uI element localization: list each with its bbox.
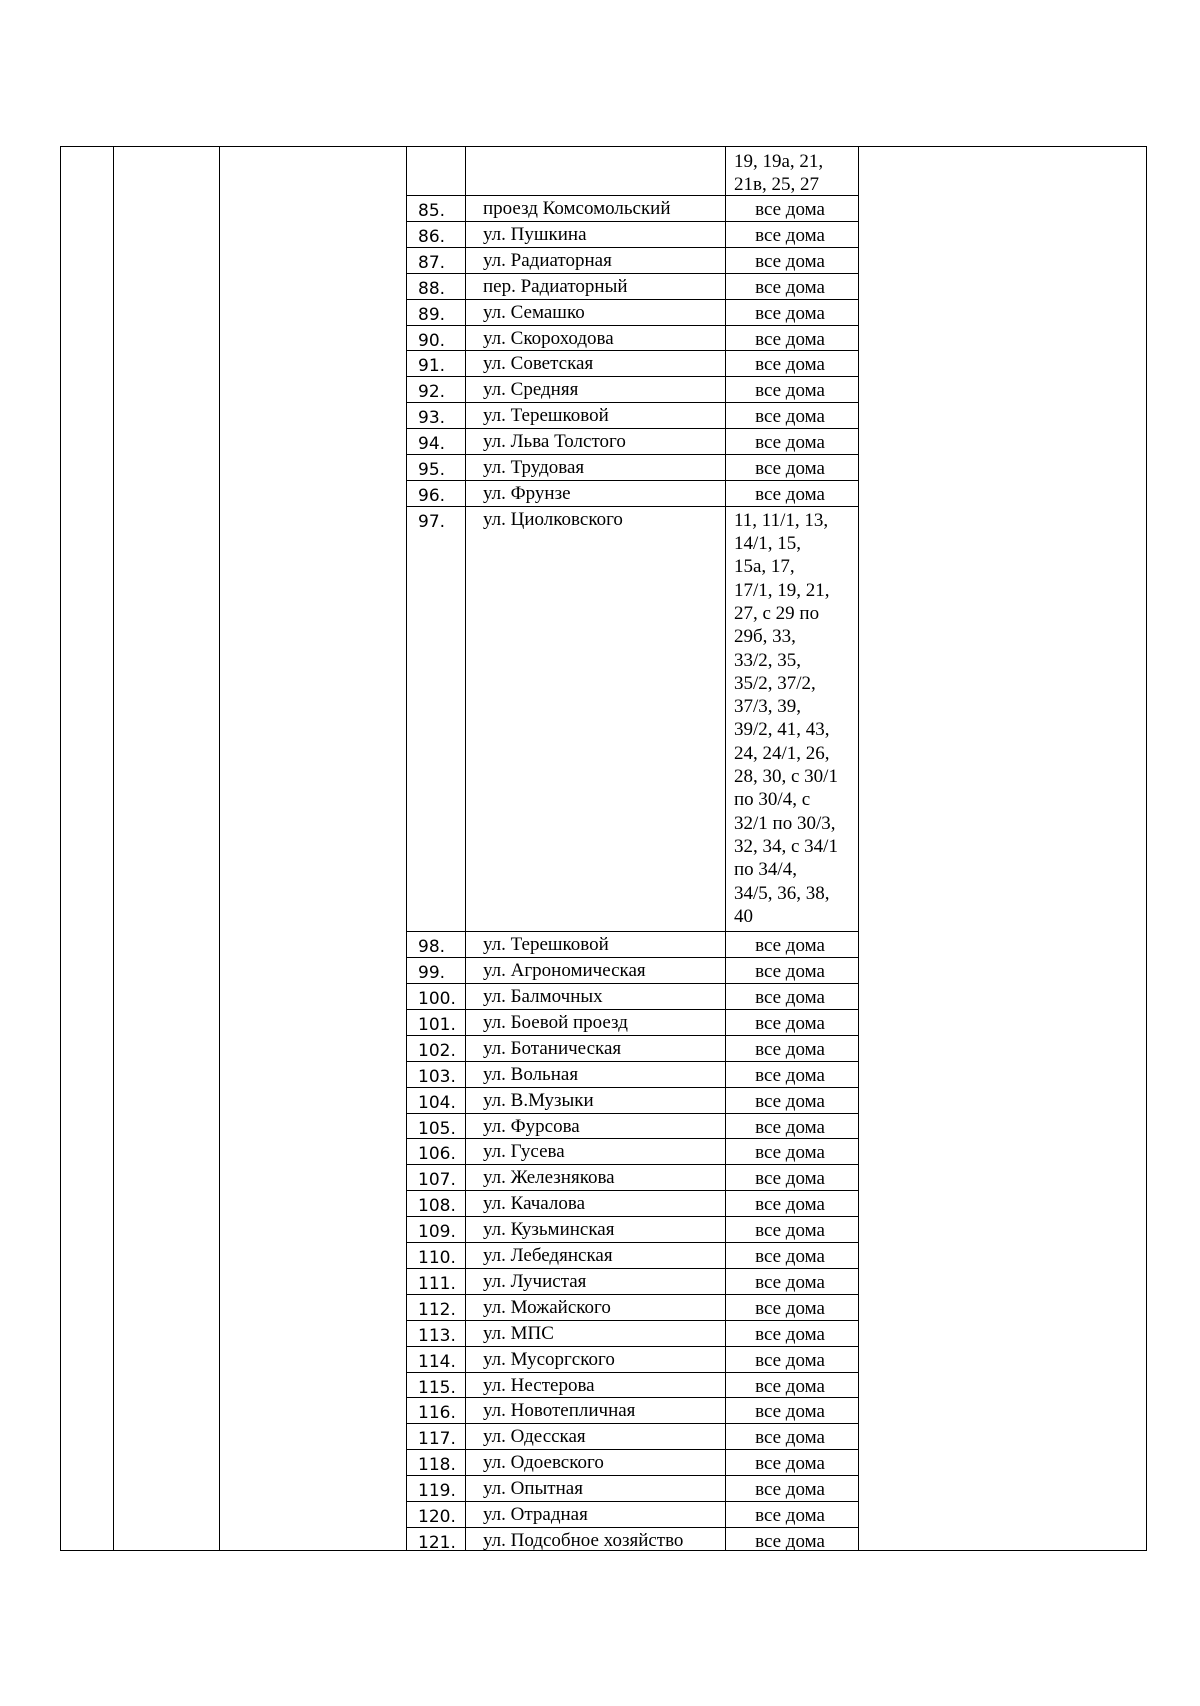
street-name: ул. Подсобное хозяйство: [483, 1529, 684, 1551]
column-divider: [1146, 146, 1147, 1551]
street-name: ул. Вольная: [483, 1063, 579, 1085]
row-divider: [406, 480, 859, 481]
street-name: ул. Можайского: [483, 1296, 611, 1318]
row-number: 89.: [418, 304, 446, 325]
row-divider: [406, 1190, 859, 1191]
row-divider: [406, 402, 859, 403]
row-divider: [406, 1164, 859, 1165]
houses-cell: все дома: [755, 1142, 825, 1164]
row-divider: [406, 1294, 859, 1295]
street-name: ул. Кузьминская: [483, 1219, 615, 1241]
row-number: 115.: [418, 1377, 456, 1398]
street-name: ул. МПС: [483, 1322, 554, 1344]
column-divider: [113, 146, 114, 1551]
row-divider: [406, 1242, 859, 1243]
houses-cell: все дома: [755, 1064, 825, 1086]
houses-cell: все дома: [755, 1220, 825, 1242]
row-divider: [406, 1268, 859, 1269]
row-number: 105.: [418, 1118, 456, 1139]
row-divider: [406, 1346, 859, 1347]
houses-cell: все дома: [755, 961, 825, 983]
street-name: ул. Семашко: [483, 301, 585, 323]
row-divider: [406, 931, 859, 932]
street-name: ул. Терешковой: [483, 934, 609, 956]
row-divider: [406, 1397, 859, 1398]
row-divider: [406, 1372, 859, 1373]
street-name: ул. Пушкина: [483, 223, 587, 245]
row-number: 110.: [418, 1248, 456, 1268]
row-number: 91.: [418, 356, 446, 377]
houses-cell: все дома: [755, 250, 825, 272]
street-name: ул. Одесская: [483, 1426, 586, 1448]
houses-cell: все дома: [755, 354, 825, 376]
houses-cell: все дома: [755, 406, 825, 428]
street-name: ул. Льва Толстого: [483, 431, 626, 453]
street-name: ул. Одоевского: [483, 1452, 604, 1474]
row-number: 93.: [418, 408, 446, 429]
houses-cell: все дома: [755, 224, 825, 246]
street-name: ул. Терешковой: [483, 405, 609, 427]
row-divider: [406, 1138, 859, 1139]
street-name: ул. Циолковского: [483, 508, 623, 530]
houses-cell: все дома: [755, 1297, 825, 1319]
row-number: 113.: [418, 1325, 456, 1346]
row-number: 109.: [418, 1222, 456, 1242]
row-divider: [406, 273, 859, 274]
houses-cell: все дома: [755, 935, 825, 957]
row-number: 88.: [418, 278, 446, 299]
row-number: 117.: [418, 1429, 456, 1450]
street-name: ул. Новотепличная: [483, 1400, 636, 1422]
street-name: ул. Боевой проезд: [483, 1011, 628, 1033]
row-divider: [406, 454, 859, 455]
row-number: 112.: [418, 1299, 456, 1320]
street-name: ул. Ботаническая: [483, 1037, 622, 1059]
houses-cell: все дома: [755, 1401, 825, 1423]
street-name: ул. Гусева: [483, 1141, 565, 1163]
column-divider: [465, 146, 466, 1551]
houses-cell: все дома: [755, 1038, 825, 1060]
houses-cell: все дома: [755, 483, 825, 505]
street-name: ул. Фурсова: [483, 1115, 580, 1137]
row-number: 119.: [418, 1481, 456, 1501]
row-divider: [406, 428, 859, 429]
continuation-houses-cell: 19, 19а, 21, 21в, 25, 27: [734, 151, 824, 195]
street-name: проезд Комсомольский: [483, 198, 671, 219]
row-divider: [406, 195, 859, 196]
houses-cell: все дома: [755, 1090, 825, 1112]
street-name: ул. Мусоргского: [483, 1348, 615, 1370]
row-number: 100.: [418, 989, 456, 1009]
street-name: ул. Нестерова: [483, 1374, 595, 1396]
row-number: 118.: [418, 1455, 456, 1476]
houses-cell: все дома: [755, 328, 825, 350]
street-name: ул. Советская: [483, 353, 594, 375]
street-name: ул. Лучистая: [483, 1270, 587, 1292]
street-name: ул. Балмочных: [483, 986, 603, 1007]
houses-cell: все дома: [755, 1246, 825, 1267]
row-number: 85.: [418, 201, 446, 221]
houses-cell: все дома: [755, 1116, 825, 1138]
row-divider: [406, 506, 859, 507]
houses-cell: все дома: [755, 1194, 825, 1216]
row-number: 95.: [418, 460, 446, 480]
row-divider: [406, 1009, 859, 1010]
houses-cell: все дома: [755, 458, 825, 479]
row-divider: [406, 325, 859, 326]
row-number: 86.: [418, 226, 446, 247]
row-number: 121.: [418, 1532, 456, 1553]
row-number: 87.: [418, 252, 446, 273]
houses-cell: все дома: [755, 1349, 825, 1371]
houses-cell: все дома: [755, 1271, 825, 1293]
row-number: 90.: [418, 330, 446, 351]
row-number: 94.: [418, 434, 446, 454]
row-number: 120.: [418, 1507, 456, 1527]
row-divider: [406, 350, 859, 351]
street-name: пер. Радиаторный: [483, 275, 628, 297]
street-name: ул. Опытная: [483, 1478, 583, 1500]
row-divider: [406, 1475, 859, 1476]
street-name: ул. Радиаторная: [483, 249, 612, 271]
row-divider: [406, 1423, 859, 1424]
street-name: ул. Трудовая: [483, 457, 585, 478]
row-number: 114.: [418, 1351, 456, 1372]
row-number: 111.: [418, 1273, 456, 1294]
street-name: ул. Железнякова: [483, 1167, 615, 1189]
row-divider: [406, 1501, 859, 1502]
houses-cell: все дома: [755, 380, 825, 402]
row-divider: [406, 1320, 859, 1321]
street-name: ул. Средняя: [483, 379, 579, 401]
houses-cell: все дома: [755, 987, 825, 1008]
houses-cell: все дома: [755, 1012, 825, 1034]
row-divider: [406, 957, 859, 958]
street-name: ул. Качалова: [483, 1193, 586, 1215]
houses-cell: все дома: [755, 1530, 825, 1552]
row-divider: [406, 221, 859, 222]
street-name: ул. Фрунзе: [483, 482, 571, 504]
row-divider: [406, 983, 859, 984]
row-divider: [406, 1449, 859, 1450]
column-divider: [858, 146, 859, 1551]
row-number: 92.: [418, 382, 446, 403]
houses-cell: все дома: [755, 1505, 825, 1526]
row-divider: [406, 1035, 859, 1036]
row-number: 104.: [418, 1092, 456, 1113]
table-border-top: [60, 146, 1147, 147]
row-number: 108.: [418, 1196, 456, 1217]
row-number: 96.: [418, 485, 446, 506]
row-number: 103.: [418, 1066, 456, 1087]
row-number: 98.: [418, 937, 446, 958]
row-divider: [406, 1216, 859, 1217]
row-divider: [406, 1113, 859, 1114]
street-name: ул. Лебедянская: [483, 1245, 613, 1266]
houses-cell: все дома: [755, 1375, 825, 1397]
row-divider: [406, 1061, 859, 1062]
row-divider: [406, 1087, 859, 1088]
row-number: 102.: [418, 1040, 456, 1061]
houses-cell: все дома: [755, 1323, 825, 1345]
row-number: 101.: [418, 1014, 456, 1035]
houses-cell: все дома: [755, 1168, 825, 1190]
row-number: 106.: [418, 1144, 456, 1165]
column-divider: [60, 146, 61, 1551]
column-divider: [406, 146, 407, 1551]
street-name: ул. В.Музыки: [483, 1089, 594, 1111]
houses-cell: все дома: [755, 199, 825, 220]
street-name: ул. Скороходова: [483, 327, 614, 349]
row-divider: [406, 376, 859, 377]
row-number: 99.: [418, 963, 446, 983]
houses-cell: все дома: [755, 302, 825, 324]
houses-cell: все дома: [755, 1479, 825, 1501]
street-name: ул. Отрадная: [483, 1504, 588, 1525]
houses-cell: 11, 11/1, 13, 14/1, 15, 15а, 17, 17/1, 19, 21, 27, с 29 по 29б, 33, 33/2, 35, 35/2, 37/2, 37/3, 39, 39/2, 41, 43, 24, 24/1, 26, 28, 30, с 30/1 по 30/4, с 32/1 по 30/3, 32, 34, с 34/1 по 34/4, 34/5, 36, 38, 40: [734, 509, 838, 927]
row-number: 116.: [418, 1403, 456, 1424]
row-number: 107.: [418, 1170, 456, 1191]
row-divider: [406, 299, 859, 300]
row-divider: [406, 1527, 859, 1528]
houses-cell: все дома: [755, 432, 825, 454]
row-number: 97.: [418, 511, 446, 532]
row-divider: [406, 247, 859, 248]
houses-cell: все дома: [755, 1427, 825, 1449]
street-name: ул. Агрономическая: [483, 960, 646, 982]
houses-cell: все дома: [755, 276, 825, 298]
column-divider: [219, 146, 220, 1551]
houses-cell: все дома: [755, 1453, 825, 1475]
